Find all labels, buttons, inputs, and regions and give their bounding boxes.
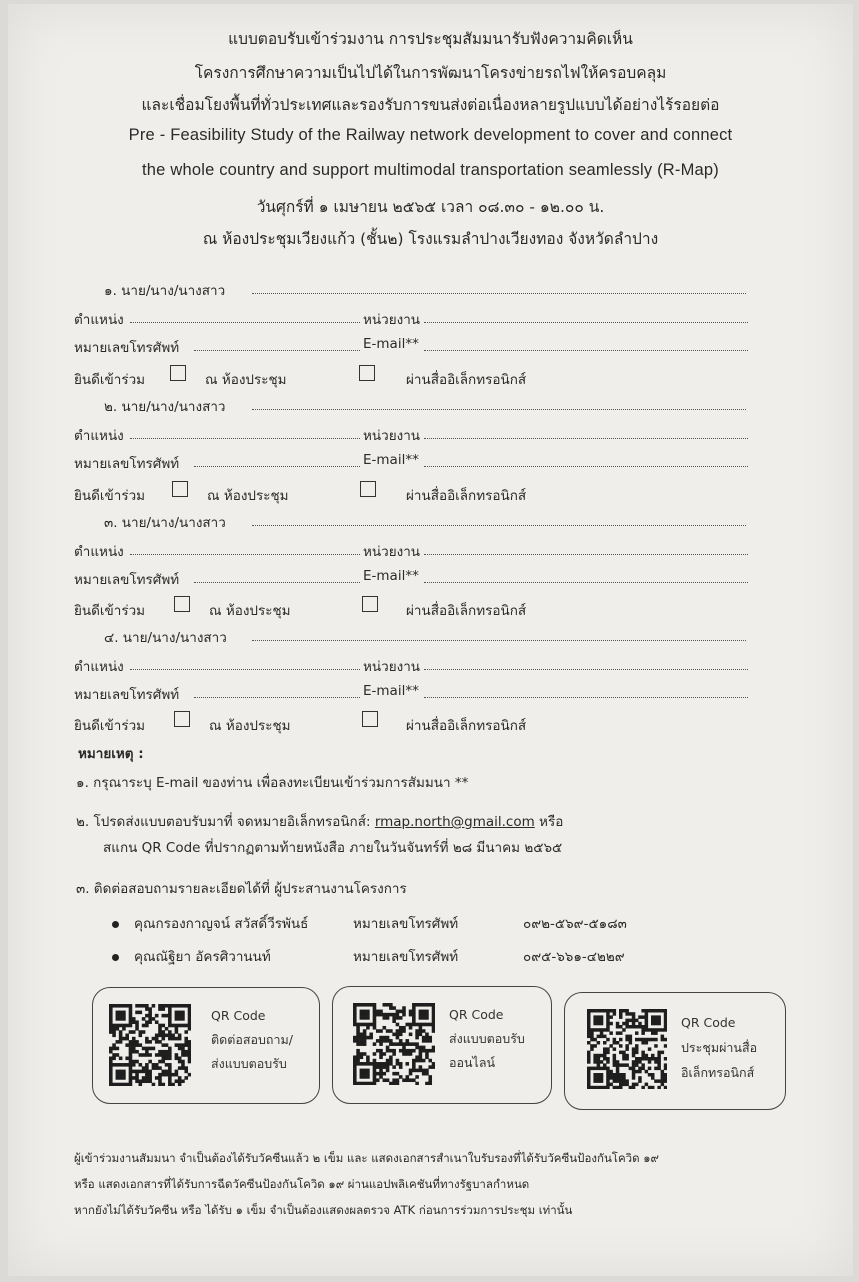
attend-in-room-label: ณ ห้องประชุม (205, 372, 287, 388)
qr-card-desc: ออนไลน์ (449, 1055, 496, 1070)
note-2-line2: สแกน QR Code ที่ปรากฏตามท้ายหนังสือ ภายในวันจันทร์ที่ ๒๘ มีนาคม ๒๕๖๕ (103, 840, 563, 856)
email-field[interactable] (424, 696, 748, 698)
qr-card-contact[interactable] (92, 987, 320, 1104)
attend-label: ยินดีเข้าร่วม (74, 372, 146, 388)
header-project-name-cont: และเชื่อมโยงพื้นที่ทั่วประเทศและรองรับการขนส่งต่อเนื่องหลายรูปแบบได้อย่างไร้รอยต่อ (141, 96, 720, 114)
bullet-icon (112, 921, 119, 928)
attend-in-room-label: ณ ห้องประชุม (207, 488, 289, 504)
footer-note: หากยังไม่ได้รับวัคซีน หรือ ได้รับ ๑ เข็ม จำเป็นต้องแสดงผลตรวจ ATK ก่อนการร่วมการประชุม เท่านั้น (74, 1203, 573, 1217)
position-field[interactable] (130, 437, 360, 439)
header-venue: ณ ห้องประชุมเวียงแก้ว (ชั้น๒) โรงแรมลำปางเวียงทอง จังหวัดลำปาง (202, 230, 659, 248)
agency-label: หน่วยงาน (363, 312, 421, 328)
attend-online-checkbox[interactable] (360, 481, 376, 497)
qr-card-title: QR Code (211, 1008, 266, 1023)
header-english-title-cont: the whole country and support multimodal transportation seamlessly (R-Map) (142, 161, 719, 179)
contact-phone-label: หมายเลขโทรศัพท์ (353, 916, 459, 932)
note-3: ๓. ติดต่อสอบถามรายละเอียดได้ที่ ผู้ประสานงานโครงการ (76, 881, 407, 897)
qr-card-desc: ประชุมผ่านสื่อ (681, 1040, 758, 1055)
email-field[interactable] (424, 465, 748, 467)
note-1: ๑. กรุณาระบุ E-mail ของท่าน เพื่อลงทะเบียนเข้าร่วมการสัมมนา ** (76, 775, 469, 791)
footer-note: ผู้เข้าร่วมงานสัมมนา จำเป็นต้องได้รับวัคซีนแล้ว ๒ เข็ม และ แสดงเอกสารสำเนาใบรับรองที่ได้รับวัคซีนป้องกันโควิด ๑๙ (74, 1151, 659, 1165)
attend-label: ยินดีเข้าร่วม (74, 718, 146, 734)
position-label: ตำแหน่ง (74, 659, 124, 675)
name-label: ๑. นาย/นาง/นางสาว (104, 283, 226, 299)
attend-online-label: ผ่านสื่ออิเล็กทรอนิกส์ (406, 603, 527, 619)
attend-online-checkbox[interactable] (362, 711, 378, 727)
name-field[interactable] (252, 639, 746, 641)
qr-card-desc: ส่งแบบตอบรับ (211, 1056, 287, 1071)
position-label: ตำแหน่ง (74, 544, 124, 560)
qr-card-response[interactable] (332, 986, 552, 1104)
position-label: ตำแหน่ง (74, 312, 124, 328)
phone-field[interactable] (194, 465, 360, 467)
phone-label: หมายเลขโทรศัพท์ (74, 572, 180, 588)
qr-card-online-meeting[interactable] (564, 992, 786, 1110)
attend-in-room-checkbox[interactable] (174, 711, 190, 727)
email-label: E-mail** (363, 452, 419, 468)
qr-card-desc: ส่งแบบตอบรับ (449, 1031, 525, 1046)
contact-name: คุณกรองกาญจน์ สวัสดิ์วีรพันธ์ (134, 916, 309, 932)
attend-in-room-checkbox[interactable] (172, 481, 188, 497)
email-label: E-mail** (363, 568, 419, 584)
contact-phone: ๐๙๕-๖๖๑-๔๒๒๙ (523, 949, 625, 965)
attend-online-checkbox[interactable] (359, 365, 375, 381)
attend-label: ยินดีเข้าร่วม (74, 488, 146, 504)
notes-heading: หมายเหตุ : (78, 746, 144, 762)
phone-field[interactable] (194, 349, 360, 351)
header-project-name: โครงการศึกษาความเป็นไปได้ในการพัฒนาโครงข่ายรถไฟให้ครอบคลุม (194, 64, 667, 82)
name-label: ๔. นาย/นาง/นางสาว (104, 630, 227, 646)
position-field[interactable] (130, 321, 360, 323)
contact-phone: ๐๙๒-๕๖๙-๕๑๘๓ (523, 916, 627, 932)
attend-in-room-checkbox[interactable] (170, 365, 186, 381)
phone-field[interactable] (194, 581, 360, 583)
phone-field[interactable] (194, 696, 360, 698)
email-label: E-mail** (363, 336, 419, 352)
agency-label: หน่วยงาน (363, 659, 421, 675)
header-title: แบบตอบรับเข้าร่วมงาน การประชุมสัมมนารับฟังความคิดเห็น (228, 30, 633, 48)
attend-online-label: ผ่านสื่ออิเล็กทรอนิกส์ (406, 488, 527, 504)
position-field[interactable] (130, 668, 360, 670)
attend-online-label: ผ่านสื่ออิเล็กทรอนิกส์ (406, 718, 527, 734)
contact-name: คุณณัฐิยา อัครศิวานนท์ (134, 949, 271, 965)
agency-field[interactable] (424, 321, 748, 323)
attend-label: ยินดีเข้าร่วม (74, 603, 146, 619)
email-field[interactable] (424, 349, 748, 351)
contact-email-link[interactable]: rmap.north@gmail.com (374, 814, 535, 830)
qr-code-icon[interactable] (587, 1009, 667, 1089)
attend-in-room-checkbox[interactable] (174, 596, 190, 612)
qr-card-desc: ติดต่อสอบถาม/ (211, 1032, 293, 1047)
note-2-suffix: หรือ (539, 814, 564, 830)
qr-card-title: QR Code (681, 1015, 736, 1030)
position-field[interactable] (130, 553, 360, 555)
note-2-text: ๒. โปรดส่งแบบตอบรับมาที่ จดหมายอิเล็กทรอนิกส์: (76, 814, 371, 830)
phone-label: หมายเลขโทรศัพท์ (74, 340, 180, 356)
qr-code-icon[interactable] (109, 1004, 191, 1086)
form-page (8, 4, 853, 1276)
position-label: ตำแหน่ง (74, 428, 124, 444)
contact-phone-label: หมายเลขโทรศัพท์ (353, 949, 459, 965)
attend-in-room-label: ณ ห้องประชุม (209, 718, 291, 734)
phone-label: หมายเลขโทรศัพท์ (74, 687, 180, 703)
footer-note: หรือ แสดงเอกสารที่ได้รับการฉีดวัคซีนป้องกันโควิด ๑๙ ผ่านแอปพลิเคชันที่ทางรัฐบาลกำหนด (74, 1177, 530, 1191)
agency-field[interactable] (424, 553, 748, 555)
name-field[interactable] (252, 408, 746, 410)
name-field[interactable] (252, 292, 746, 294)
phone-label: หมายเลขโทรศัพท์ (74, 456, 180, 472)
agency-field[interactable] (424, 437, 748, 439)
email-label: E-mail** (363, 683, 419, 699)
agency-label: หน่วยงาน (363, 544, 421, 560)
header-date: วันศุกร์ที่ ๑ เมษายน ๒๕๖๕ เวลา ๐๘.๓๐ - ๑๒.๐๐ น. (256, 198, 605, 216)
name-label: ๓. นาย/นาง/นางสาว (104, 515, 226, 531)
agency-label: หน่วยงาน (363, 428, 421, 444)
name-field[interactable] (252, 524, 746, 526)
note-2 (76, 810, 563, 832)
attend-online-label: ผ่านสื่ออิเล็กทรอนิกส์ (406, 372, 527, 388)
attend-online-checkbox[interactable] (362, 596, 378, 612)
email-field[interactable] (424, 581, 748, 583)
header-english-title: Pre - Feasibility Study of the Railway network development to cover and connect (128, 126, 733, 144)
qr-card-desc: อิเล็กทรอนิกส์ (681, 1065, 755, 1080)
qr-code-icon[interactable] (353, 1003, 435, 1085)
qr-card-title: QR Code (449, 1007, 504, 1022)
agency-field[interactable] (424, 668, 748, 670)
bullet-icon (112, 954, 119, 961)
attend-in-room-label: ณ ห้องประชุม (209, 603, 291, 619)
name-label: ๒. นาย/นาง/นางสาว (104, 399, 226, 415)
